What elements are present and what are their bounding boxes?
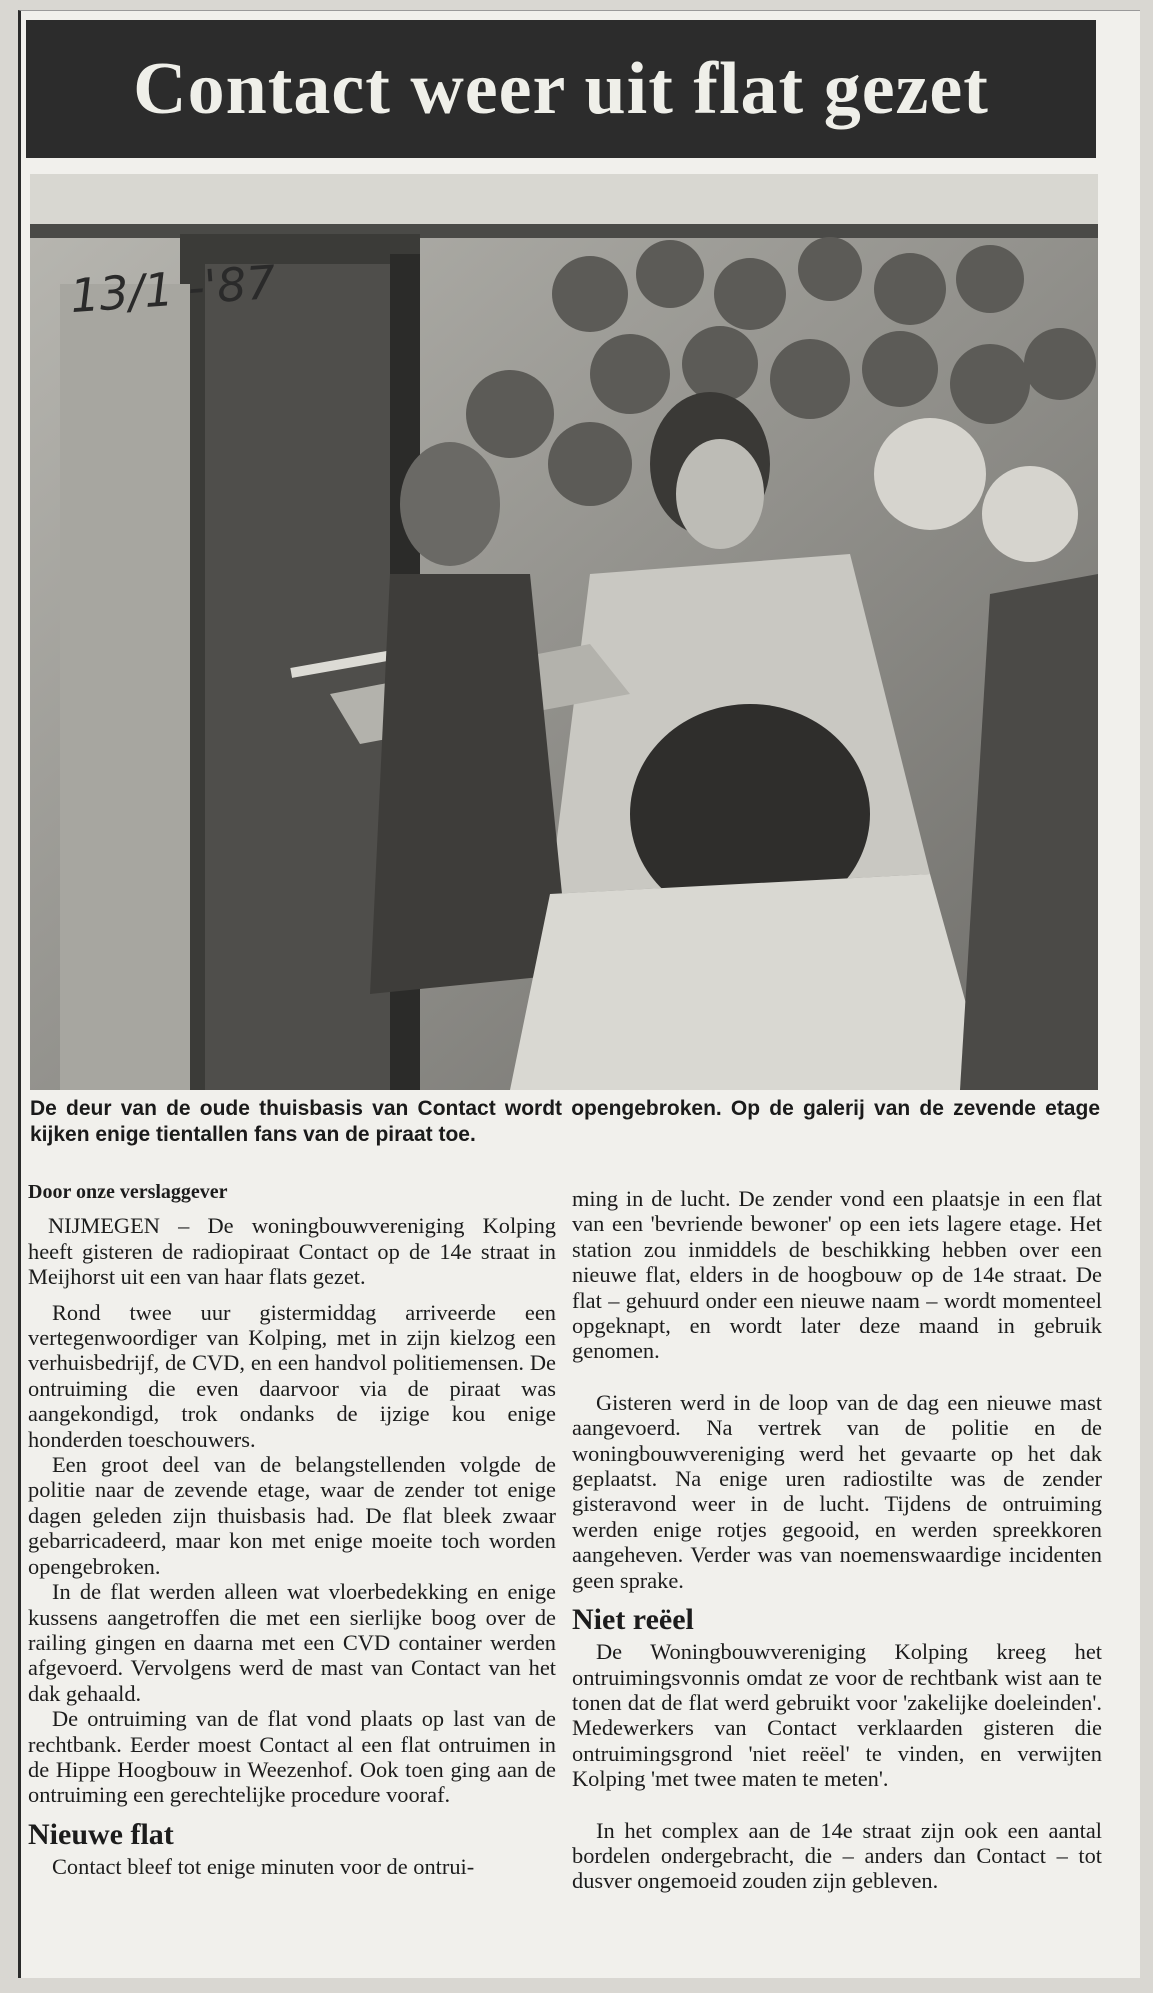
paragraph: De Woningbouwvereniging Kolping kreeg het ontruimingsvonnis omdat ze voor de rechtbank wist aan te tonen dat de flat werd gebruikt voor 'zakelijke doeleinden'. Medewerkers van Contact verklaarden gisteren die ontruimingsgrond 'niet reëel' te vinden, en verwijten Kolping 'met twee maten te meten'. [572, 1639, 1102, 1792]
headline: Contact weer uit flat gezet [133, 47, 989, 130]
section-heading: Niet reëel [572, 1603, 694, 1637]
section-heading: Nieuwe flat [28, 1817, 174, 1851]
article-column-right [572, 1186, 1102, 1894]
paragraph: Rond twee uur gistermiddag arriveerde een vertegenwoordiger van Kolping, met in zijn kielzog een verhuisbedrijf, de CVD, en een handvol politiemensen. De ontruiming die even daarvoor via de piraat was aangekondigd, trok ondanks de ijzige kou enige honderden toeschouwers. [28, 1299, 556, 1452]
headline-banner [26, 20, 1096, 158]
photo-caption: De deur van de oude thuisbasis van Contact wordt opengebroken. Op de galerij van de zevende etage kijken enige tientallen fans van de piraat toe. [30, 1097, 1100, 1146]
paragraph: NIJMEGEN – De woningbouwvereniging Kolping heeft gisteren de radiopiraat Contact op de 14e straat in Meijhorst uit een van haar flats gezet. [28, 1213, 556, 1290]
news-photo [30, 174, 1098, 1090]
handwritten-date: 13/1 -'87 [68, 254, 278, 324]
paragraph: In de flat werden alleen wat vloerbedekking en enige kussens aangetroffen die met een sierlijke boog over de railing gingen en daarna met een CVD container werden afgevoerd. Vervolgens werd de mast van Contact van het dak gehaald. [28, 1579, 556, 1706]
paragraph: ming in de lucht. De zender vond een plaatsje in een flat van een 'bevriende bewoner' op een iets lagere etage. Het station zou inmiddels de beschikking hebben over een nieuwe flat, elders in de hoogbouw op de 14e straat. De flat – gehuurd onder een nieuwe naam – wordt momenteel opgeknapt, en wordt later deze maand in gebruik genomen. [572, 1186, 1102, 1364]
paragraph: Contact bleef tot enige minuten voor de ontrui- [52, 1853, 475, 1879]
paragraph: Gisteren werd in de loop van de dag een nieuwe mast aangevoerd. Na vertrek van de politie en de woningbouwvereniging werd het gevaarte op het dak geplaatst. Na enige uren radiostilte was de zender gisteravond weer in de lucht. Tijdens de ontruiming werden enige rotjes gegooid, en werden spreekkoren aangeheven. Verder was van noemenswaardige incidenten geen sprake. [572, 1389, 1102, 1593]
paragraph: De ontruiming van de flat vond plaats op last van de rechtbank. Eerder moest Contact al een flat ontruimen in de Hippe Hoogbouw in Weezenhof. Ook toen ging aan de ontruiming een gerechtelijke procedure vooraf. [28, 1706, 556, 1808]
byline: Door onze verslaggever [28, 1181, 228, 1203]
article-column-left [28, 1180, 556, 1879]
paragraph: In het complex aan de 14e straat zijn ook een aantal bordelen ondergebracht, die – anders dan Contact – tot dusver ongemoeid zouden zijn gebleven. [572, 1817, 1102, 1894]
paragraph: Een groot deel van de belangstellenden volgde de politie naar de zevende etage, waar de zender tot enige dagen geleden zijn thuisbasis had. De flat bleek zwaar gebarricadeerd, maar kon met enige moeite toch worden opengebroken. [28, 1452, 556, 1579]
